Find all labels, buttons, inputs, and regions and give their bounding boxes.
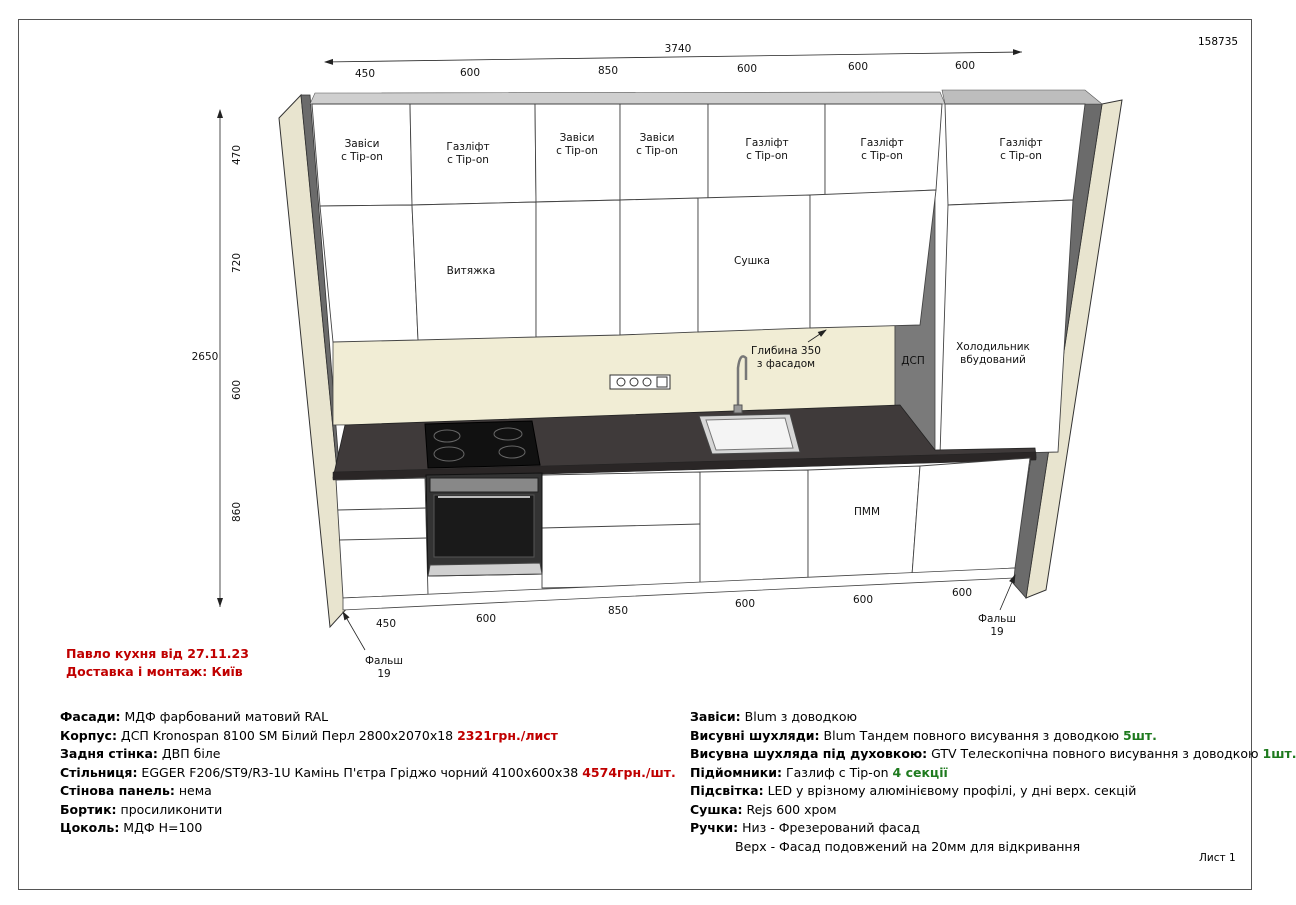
top-width-dimension: 600 — [459, 67, 481, 79]
spec-right-price: 5шт. — [1122, 727, 1157, 743]
bottom-width-dimension: 850 — [607, 605, 629, 617]
spec-left-value: ДСП Kronospan 8100 SM Білий Перл 2800х2070х18 — [116, 727, 458, 743]
specs-right — [690, 708, 1296, 856]
upper-cabinets — [312, 104, 942, 342]
upper-lower-door-1 — [320, 205, 418, 342]
filler-right-label: Фальш 19 — [978, 613, 1016, 638]
base-drawers-2 — [542, 472, 700, 588]
spec-right-key: Ручки: — [690, 820, 739, 835]
sink — [699, 414, 800, 454]
dishwasher-facade — [808, 466, 920, 582]
upper-cabinet-label-3: Завіси с Tip-on — [556, 132, 598, 157]
fridge-label: Холодильник вбудований — [956, 341, 1030, 366]
top-width-dimension: 600 — [736, 63, 758, 75]
spec-left-value: просиликонити — [116, 801, 223, 817]
upper-lower-door-4 — [620, 198, 698, 335]
spec-right-line — [690, 801, 1296, 820]
bottom-width-dimension: 450 — [375, 618, 397, 630]
height-dimension: 470 — [231, 144, 243, 166]
spec-left-key: Корпус: — [60, 727, 117, 743]
title-line-1: Павло кухня від 27.11.23 — [66, 646, 249, 661]
base-cabinet-right — [912, 458, 1030, 575]
overall-height-dimension: 2650 — [191, 351, 219, 363]
height-dimension: 720 — [231, 252, 243, 274]
spec-right-line — [690, 819, 1296, 838]
depth-note-label: Глибина 350 з фасадом — [751, 345, 821, 370]
spec-left-key: Фасади: — [60, 709, 121, 724]
spec-left-value: МДФ фарбований матовий RAL — [120, 709, 329, 724]
spec-left-key: Цоколь: — [60, 820, 120, 835]
upper-cabinets-top — [310, 92, 945, 104]
spec-right-value: LED у врізному алюмінієвому профілі, у дні верх. секцій — [763, 783, 1137, 798]
spec-right-key: Підсвітка: — [690, 783, 764, 798]
spec-right-line — [690, 782, 1296, 801]
spec-right-key: Висувна шухляда під духовкою: — [690, 746, 928, 761]
spec-right-line — [690, 745, 1296, 764]
document-number: 158735 — [1198, 36, 1239, 48]
spec-right-value: Blum Тандем повного висування з доводкою — [819, 727, 1123, 743]
spec-left-price: 2321грн./лист — [457, 727, 558, 743]
top-width-dimension: 600 — [954, 60, 976, 72]
upper-lower-door-6 — [810, 190, 936, 328]
spec-right-value: GTV Телескопічна повного висування з доводкою — [927, 746, 1263, 761]
hood-label: Витяжка — [446, 265, 496, 277]
spec-right-key: Сушка: — [690, 801, 743, 817]
spec-right-line — [690, 708, 1296, 727]
spec-right-line — [690, 764, 1296, 783]
spec-left-key: Бортик: — [60, 801, 117, 817]
filler-left-label: Фальш 19 — [365, 655, 403, 680]
spec-right-key: Висувні шухляди: — [690, 727, 820, 743]
spec-left-line — [60, 727, 676, 746]
spec-right-key: Завіси: — [690, 709, 741, 724]
spec-left-price: 4574грн./шт. — [582, 764, 676, 780]
upper-cabinet-label-5: Газліфт с Tip-on — [745, 137, 789, 162]
spec-right-price: 4 секції — [892, 764, 948, 780]
hob — [425, 421, 540, 468]
upper-cabinet-label-1: Завіси с Tip-on — [341, 138, 383, 163]
bottom-width-dimension: 600 — [951, 587, 973, 599]
spec-right-value: Низ - Фрезерований фасад — [738, 820, 920, 835]
spec-left-key: Стінова панель: — [60, 783, 175, 798]
bottom-width-dimension: 600 — [475, 613, 497, 625]
spec-right-line — [690, 727, 1296, 746]
specs-left — [60, 708, 676, 838]
spec-right-value: Blum з доводкою — [740, 709, 858, 724]
top-width-dimension: 850 — [597, 65, 619, 77]
spec-left-line — [60, 819, 676, 838]
spec-right-value: Rejs 600 хром — [742, 801, 837, 817]
oven — [426, 473, 542, 576]
height-dimension: 600 — [231, 379, 243, 401]
spec-left-line — [60, 745, 676, 764]
upper-lower-door-3 — [536, 200, 620, 337]
spec-right-key: Підйомники: — [690, 764, 783, 780]
bottom-width-dimension: 600 — [734, 598, 756, 610]
spec-left-line — [60, 782, 676, 801]
top-width-dimension: 450 — [354, 68, 376, 80]
spec-left-value: МДФ Н=100 — [119, 820, 203, 835]
spec-left-value: нема — [174, 783, 212, 798]
spec-left-line — [60, 801, 676, 820]
spec-left-key: Стільниця: — [60, 764, 138, 780]
spec-right-price: 1шт. — [1262, 746, 1296, 761]
dsp-label: ДСП — [901, 355, 925, 367]
spec-left-key: Задня стінка: — [60, 746, 158, 761]
upper-cabinet-label-2: Газліфт с Tip-on — [446, 141, 490, 166]
overall-width-dimension: 3740 — [664, 43, 692, 55]
height-dimension: 860 — [231, 501, 243, 523]
bottom-width-dimension: 600 — [852, 594, 874, 606]
dishwasher-label: ПММ — [853, 506, 881, 518]
sheet-label: Лист 1 — [1199, 852, 1236, 864]
spec-right-value: Газлиф с Tip-on — [782, 764, 893, 780]
spec-left-line — [60, 708, 676, 727]
spec-right-value: Верх - Фасад подовжений на 20мм для відкривання — [735, 838, 1081, 854]
dryer-label: Сушка — [734, 255, 770, 267]
sink-cabinet — [700, 470, 808, 585]
spec-left-value: ДВП біле — [157, 746, 221, 761]
upper-cabinet-label-7: Газліфт с Tip-on — [999, 137, 1043, 162]
spec-left-line — [60, 764, 676, 783]
spec-right-line — [690, 838, 1296, 857]
top-width-dimension: 600 — [847, 61, 869, 73]
spec-left-value: EGGER F206/ST9/R3-1U Камінь П'єтра Гріджо чорний 4100х600х38 — [137, 764, 583, 780]
upper-cabinet-label-4: Завіси с Tip-on — [636, 132, 678, 157]
title-line-2: Доставка і монтаж: Київ — [66, 664, 243, 679]
upper-cabinet-label-6: Газліфт с Tip-on — [860, 137, 904, 162]
socket-block-icon — [610, 375, 670, 389]
